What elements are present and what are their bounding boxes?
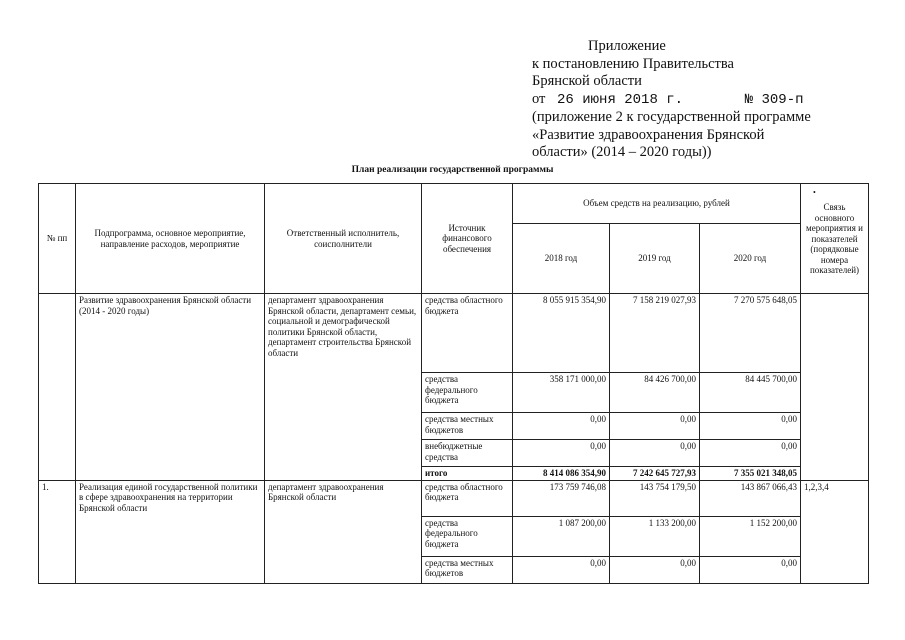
header-from: от xyxy=(532,90,546,107)
row-value-2019: 84 426 700,00 xyxy=(610,373,700,413)
row-value-2020: 143 867 066,43 xyxy=(700,480,801,516)
header-subprogram: Подпрограмма, основное мероприятие, направление расходов, мероприятие xyxy=(76,184,265,294)
row-value-2020: 0,00 xyxy=(700,556,801,583)
row-value-2019: 143 754 179,50 xyxy=(610,480,700,516)
row-value-2020: 84 445 700,00 xyxy=(700,373,801,413)
row-source: средства областного бюджета xyxy=(422,480,513,516)
header-link: Связь основного мероприятия и показателей (порядковые номера показателей) xyxy=(801,184,869,294)
row-link xyxy=(801,294,869,481)
scan-mark: • xyxy=(813,188,816,197)
row-value-2018: 173 759 746,08 xyxy=(513,480,610,516)
row-num: 1. xyxy=(39,480,76,583)
row-link: 1,2,3,4 xyxy=(801,480,869,583)
header-number: № 309-п xyxy=(744,91,804,108)
header-region: Брянской области xyxy=(532,73,642,89)
row-value-2019: 0,00 xyxy=(610,440,700,467)
row-source: средства федерального бюджета xyxy=(422,516,513,556)
row-source: итого xyxy=(422,467,513,481)
row-source: средства местных бюджетов xyxy=(422,413,513,440)
row-value-2018: 0,00 xyxy=(513,413,610,440)
header-2018: 2018 год xyxy=(513,224,610,294)
row-name: Реализация единой государственной политики в сфере здравоохранения на территории Брянской области xyxy=(76,480,265,583)
header-decree: к постановлению Правительства xyxy=(532,55,734,72)
row-value-2020: 0,00 xyxy=(700,440,801,467)
row-value-2020: 7 355 021 348,05 xyxy=(700,467,801,481)
header-appendix: Приложение xyxy=(588,38,666,54)
row-value-2018: 8 055 915 354,90 xyxy=(513,294,610,373)
row-value-2019: 7 158 219 027,93 xyxy=(610,294,700,373)
row-num xyxy=(39,294,76,481)
header-date: 26 июня 2018 г. xyxy=(557,91,684,108)
header-date-line xyxy=(532,91,811,110)
header-program-ref: (приложение 2 к государственной программе xyxy=(532,109,811,125)
row-value-2020: 0,00 xyxy=(700,413,801,440)
row-name: Развитие здравоохранения Брянской области (2014 - 2020 годы) xyxy=(76,294,265,481)
header-source: Источник финансового обеспечения xyxy=(422,184,513,294)
row-value-2019: 0,00 xyxy=(610,413,700,440)
row-value-2018: 8 414 086 354,90 xyxy=(513,467,610,481)
row-value-2019: 0,00 xyxy=(610,556,700,583)
header-executor: Ответственный исполнитель, соисполнители xyxy=(265,184,422,294)
row-value-2018: 358 171 000,00 xyxy=(513,373,610,413)
row-value-2018: 0,00 xyxy=(513,440,610,467)
row-value-2020: 7 270 575 648,05 xyxy=(700,294,801,373)
document-header xyxy=(532,38,811,162)
row-source: средства местных бюджетов xyxy=(422,556,513,583)
header-2020: 2020 год xyxy=(700,224,801,294)
row-executor: департамент здравоохранения Брянской области, департамент семьи, социальной и демографической политики Брянской области, департамент строительства Брянской области xyxy=(265,294,422,481)
header-volume: Объем средств на реализацию, рублей xyxy=(513,184,801,224)
header-program-years: области» (2014 – 2020 годы)) xyxy=(532,144,712,160)
row-source: внебюджетные средства xyxy=(422,440,513,467)
row-value-2019: 7 242 645 727,93 xyxy=(610,467,700,481)
row-source: средства федерального бюджета xyxy=(422,373,513,413)
row-value-2018: 1 087 200,00 xyxy=(513,516,610,556)
header-program-name: «Развитие здравоохранения Брянской xyxy=(532,126,765,143)
table-row xyxy=(39,480,869,516)
row-executor: департамент здравоохранения Брянской области xyxy=(265,480,422,583)
table-row xyxy=(39,294,869,373)
row-value-2020: 1 152 200,00 xyxy=(700,516,801,556)
header-2019: 2019 год xyxy=(610,224,700,294)
row-value-2018: 0,00 xyxy=(513,556,610,583)
plan-table xyxy=(38,183,869,584)
header-num: № пп xyxy=(39,184,76,294)
row-source: средства областного бюджета xyxy=(422,294,513,373)
row-value-2019: 1 133 200,00 xyxy=(610,516,700,556)
page-title: План реализации государственной программы xyxy=(351,165,554,175)
